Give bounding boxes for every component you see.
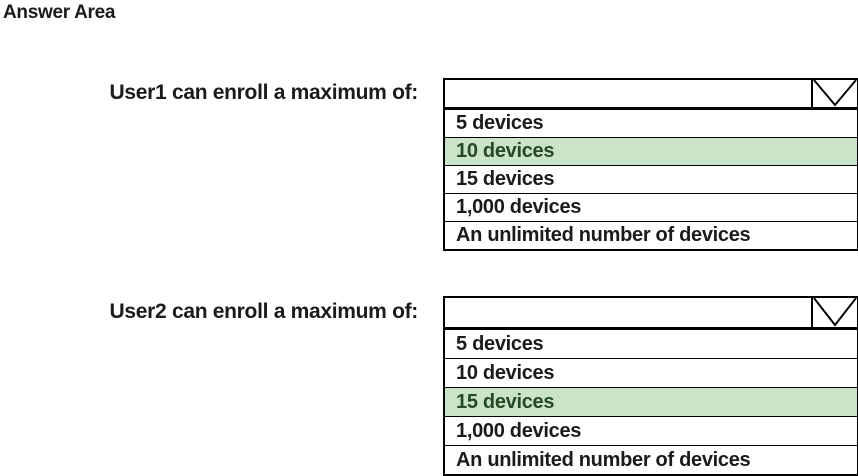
- option-row[interactable]: 15 devices: [445, 165, 857, 193]
- option-row[interactable]: 5 devices: [445, 109, 857, 137]
- option-row[interactable]: 10 devices: [445, 137, 857, 165]
- option-row[interactable]: An unlimited number of devices: [445, 221, 857, 249]
- dropdown-select-user1[interactable]: [445, 80, 857, 109]
- option-row[interactable]: 1,000 devices: [445, 193, 857, 221]
- option-row[interactable]: 5 devices: [445, 329, 857, 358]
- dropdown-select-user2[interactable]: [445, 298, 857, 329]
- question1-label: User1 can enroll a maximum of:: [109, 81, 418, 104]
- dropdown-user1: [443, 78, 858, 251]
- option-row[interactable]: 1,000 devices: [445, 416, 857, 445]
- page-title: Answer Area: [3, 2, 116, 23]
- option-row[interactable]: 10 devices: [445, 358, 857, 387]
- question2-label: User2 can enroll a maximum of:: [109, 300, 418, 323]
- chevron-down-icon[interactable]: [811, 298, 857, 327]
- dropdown-user2: [443, 296, 858, 476]
- option-row[interactable]: 15 devices: [445, 387, 857, 416]
- option-row[interactable]: An unlimited number of devices: [445, 445, 857, 474]
- chevron-down-icon[interactable]: [811, 80, 857, 107]
